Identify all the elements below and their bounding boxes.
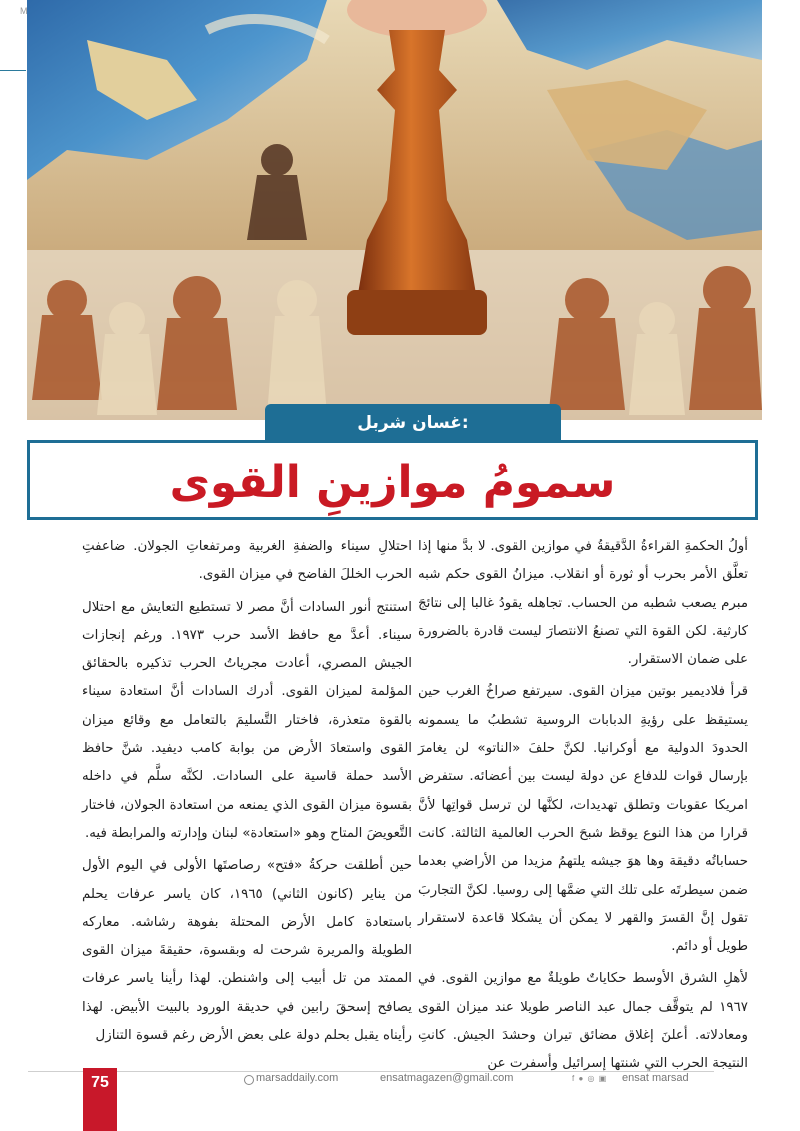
author-tab <box>265 404 561 442</box>
paragraph: حين أطلقت حركةُ «فتح» رصاصتَها الأولى في اليوم الأول من يناير (كانون الثاني) ١٩٦٥، كان ياسر عرفات يحلم باستعادة كامل الأرض المحتلة بفوهة رشاشه. معاركه الطويلة والمريرة شرحت له وبقسوة، حقيقةَ ميزان القوى الممتد من تل أبيب إلى واشنطن. لهذا رأينا ياسر عرفات يصافح إسحقَ رابين في حديقة الورود بالبيت الأبيض. لهذا رأيناه يقبل بحلم دولة على بعض الأرض رغم قسوة التنازل <box>82 858 412 1044</box>
article-column-left <box>82 533 412 1054</box>
left-accent-rule <box>0 70 26 71</box>
page-number: 75 <box>91 1074 109 1091</box>
title-box <box>27 440 758 520</box>
paragraph: استنتج أنور السادات أنَّ مصر لا تستطيع التعايش مع احتلال سيناء. أعدَّ مع حافظ الأسد حرب ١٩٧٣. ورغم إنجازات الجيش المصري، أعادت مجرياتُ الحرب تذكيره بالحقائق المؤلمة لميزان القوى. أدرك السادات أنَّ استعادة سيناء بالقوة متعذرة، فاختار التَّسليمَ بالتعامل مع وقائع ميزان القوى واستعادَ الأرض من بوابة كامب ديفيد. شنَّ حافظ الأسد حملة قاسية على السادات. لكنَّه سلَّم في داخله بقسوة ميزان القوى الذي يمنعه من استعادة الجولان، فاختار التَّعويضَ المتاح وهو «استعادة» لبنان وإدارته والمرابطة فيه. <box>82 599 412 841</box>
chess-map-illustration <box>27 0 762 420</box>
footer-website[interactable]: marsaddaily.com <box>256 1072 339 1084</box>
paragraph: احتلالِ سيناء والضفةِ الغربية ومرتفعاتِ الجولان. ضاعفتِ الحرب الخللَ الفاضح في ميزان القوى. <box>82 539 412 583</box>
author-name: غسان شربل: <box>357 413 469 433</box>
article-title: سمومُ موازينِ القوى <box>169 457 616 508</box>
article-column-right <box>418 533 748 1083</box>
paragraph: أولُ الحكمةِ القراءةُ الدَّقيقةُ في موازين القوى. لا بدَّ منها إذا تعلَّق الأمر بحرب أو ثورة أو انقلاب. ميزانُ القوى حكم شبه مبرم يصعب شطبه من الحساب. تجاهله يقودُ غالبا إلى نتائجَ كارثية. لكن القوة التي تصنعُ الانتصارَ ليست قادرة بالضرورة على ضمان الاستقرار. <box>418 539 748 668</box>
paragraph: لأهلِ الشرق الأوسط حكاياتٌ طويلةٌ مع موازين القوى. في ١٩٦٧ لم يتوقَّف جمال عبد الناصر طويلا عند ميزان القوى ومعادلاته. أعلنَ إغلاق مضائق تيران وحشدَ الجيش. كانتِ النتيجة الحرب التي شنتها إسرائيل وأسفرت عن <box>418 971 748 1072</box>
footer-brand: ensat marsad <box>622 1072 689 1084</box>
footer-rule <box>28 1071 714 1072</box>
globe-icon <box>244 1075 254 1085</box>
hero-image <box>27 0 762 420</box>
corner-mark: M <box>20 6 28 16</box>
footer-email[interactable]: ensatmagazen@gmail.com <box>380 1072 514 1084</box>
social-icons[interactable]: f ● ◎ ▣ <box>572 1074 608 1083</box>
paragraph: قرأ فلاديمير بوتين ميزان القوى. سيرتفع صراخُ الغرب حين يستيقظ على رؤيةِ الدبابات الروسية تشطبُ ما يسمونه الحدودَ الدولية مع أوكرانيا. لكنَّ حلفَ «الناتو» لن يغامرَ بإرسال قوات للدفاع عن دولة ليست بين أعضائه. ستفرض امريكا عقوبات وتطلق تهديدات، لكنَّها لن ترسل قواتِها لأنَّ قرارا من هذا النوع يوقظ شبحَ الحرب العالمية الثالثة. كانت حساباتُه دقيقة وها هوَ جيشه يلتهمُ مزيدا من الأراضي بعدما ضمن سيطرتَه على تلك التي ضمَّها إلى روسيا. لكنَّ التجاربَ تقول إنَّ القسرَ والقهر لا يمكن أن يشكلا قاعدة لاستقرار طويل أو دائم. <box>418 684 748 955</box>
